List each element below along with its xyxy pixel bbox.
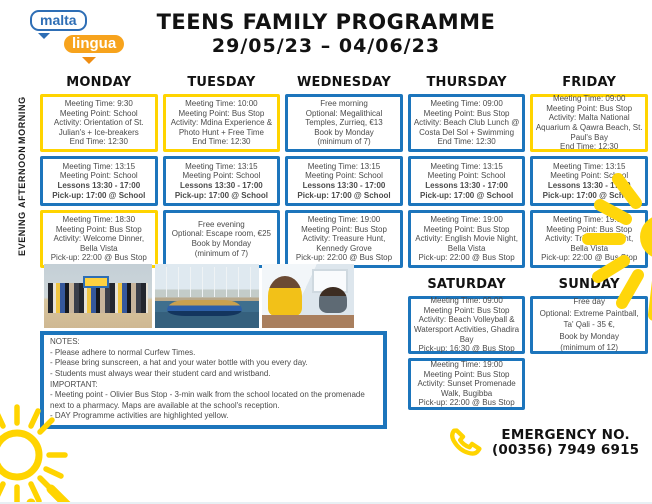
cell-wednesday-afternoon	[285, 156, 403, 206]
phone-icon	[445, 422, 488, 465]
title-line2: 29/05/23 – 04/06/23	[211, 35, 441, 57]
emergency-text	[492, 428, 639, 458]
day-header-sunday: SUNDAY	[558, 277, 620, 292]
cell-line: Meeting Time: 13:15	[430, 161, 503, 171]
cell-line: End Time: 12:30	[560, 142, 619, 152]
cell-thursday-morning	[408, 94, 526, 152]
cell-line: Meeting Point: Bus Stop	[423, 108, 510, 118]
cell-tuesday-afternoon	[163, 156, 281, 206]
cell-line: End Time: 12:30	[69, 137, 128, 147]
day-header-saturday: SATURDAY	[427, 277, 506, 292]
row-label-afternoon: AFTERNOON	[17, 145, 27, 209]
cell-thursday-afternoon	[408, 156, 526, 206]
emergency-label: EMERGENCY NO.	[501, 427, 630, 444]
cell-line: Pick-up: 22:00 @ Bus Stop	[295, 253, 393, 263]
cell-line: Book by Monday	[559, 331, 619, 341]
cell-line: Ta' Qali - 35 €,	[563, 320, 615, 330]
cell-line: Optional: Escape room, €25	[171, 229, 271, 239]
cell-thursday-evening	[408, 210, 526, 268]
cell-line: Meeting Point: Bus Stop	[55, 224, 142, 234]
note-line: IMPORTANT:	[50, 379, 98, 389]
cell-friday-evening	[530, 210, 648, 268]
cell-line: Lessons 13:30 - 17:00	[425, 181, 508, 190]
cell-line: Lessons 13:30 - 17:00	[180, 181, 263, 190]
cell-line: Lessons 13:30 - 17:00	[57, 181, 141, 190]
cell-line: Activity: Beach Volleyball & Watersport Activities, Ghadira Bay	[414, 315, 520, 344]
cell-line: Meeting Time: 09:00	[430, 99, 503, 109]
cell-line: Meeting Time: 19:00	[307, 215, 381, 225]
cell-line: Meeting Point: Bus Stop	[178, 108, 265, 118]
emergency-phone: (00356) 7949 6915	[492, 442, 640, 458]
cell-saturday-2	[408, 358, 526, 410]
cell-monday-morning	[40, 94, 158, 152]
cell-line: Optional: Extreme Paintball,	[539, 308, 639, 318]
cell-line: Meeting Point: School	[305, 171, 383, 181]
cell-sunday-1	[530, 296, 648, 354]
cell-line: Meeting Time: 09:00	[552, 94, 626, 104]
cell-line: (minimum of 7)	[194, 248, 249, 258]
cell-line: Pick-up: 22:00 @ Bus Stop	[418, 398, 515, 408]
cell-line: Meeting Point: Bus Stop	[423, 305, 510, 315]
title-line1: TEENS FAMILY PROGRAMME	[156, 10, 496, 34]
cell-line: Activity: Sunset Promenade Walk, Bugibba	[417, 379, 516, 398]
cell-line: Meeting Point: Bus Stop	[546, 224, 633, 234]
logo-malta-bubble: malta	[30, 10, 87, 31]
cell-line: Pick-up: 17:00 @ School	[420, 190, 514, 200]
cell-line: Meeting Time: 13:15	[62, 161, 136, 171]
logo-lingua-bubble: lingua	[64, 35, 124, 53]
cell-line: Pick-up: 22:00 @ Bus Stop	[541, 253, 638, 263]
cell-line: Free evening	[198, 219, 245, 229]
note-line: - Please adhere to normal Curfew Times.	[50, 347, 196, 357]
day-header-wednesday: WEDNESDAY	[297, 75, 391, 90]
cell-line: Meeting Time: 13:15	[307, 161, 381, 171]
cell-line: Activity: Trivia Fun Night, Bella Vista	[545, 234, 634, 253]
cell-tuesday-morning	[163, 94, 281, 152]
row-label-evening: EVENING	[17, 211, 27, 257]
cell-line: Meeting Point: Bus Stop	[423, 224, 510, 234]
cell-line: Activity: Orientation of St. Julian's + Ice-breakers	[53, 118, 144, 137]
day-header-tuesday: TUESDAY	[187, 75, 256, 90]
day-header-thursday: THURSDAY	[426, 75, 507, 90]
cell-friday-afternoon	[530, 156, 648, 206]
cell-line: Meeting Time: 13:15	[552, 161, 626, 171]
cell-monday-evening	[40, 210, 158, 268]
cell-line: Meeting Point: School	[550, 171, 629, 181]
cell-line: Meeting Time: 19:00	[552, 215, 626, 225]
cell-line: Pick-up: 16:30 @ Bus Stop	[418, 344, 515, 354]
cell-line: Activity: English Movie Night, Bella Vista	[415, 234, 518, 253]
cell-line: Free day	[573, 297, 605, 307]
cell-line: Meeting Time: 19:00	[430, 215, 503, 225]
cell-friday-morning	[530, 94, 648, 152]
note-line: - DAY Programme activities are highlighted yellow.	[50, 411, 229, 421]
day-header-monday: MONDAY	[66, 75, 132, 90]
cell-line: Pick-up: 17:00 @ School	[52, 190, 146, 200]
cell-line: Meeting Point: School	[182, 171, 261, 181]
logo-bubble-tail	[82, 57, 96, 71]
note-line: NOTES:	[50, 337, 80, 346]
cell-line: Optional: Megalithical Temples, Zurrieq, €13	[305, 108, 383, 128]
cell-line: Activity: Beach Club Lunch @ Costa Del Sol + Swimming	[413, 118, 520, 137]
cell-line: Activity: Mdina Experience & Photo Hunt + Free Time	[170, 118, 273, 137]
cell-line: Meeting Time: 18:30	[62, 215, 136, 225]
cell-line: Meeting Time: 9:30	[64, 99, 133, 109]
cell-line: Meeting Point: Bus Stop	[423, 369, 510, 379]
cell-line: Meeting Point: Bus Stop	[301, 224, 387, 234]
cell-line: Activity: Welcome Dinner, Bella Vista	[53, 234, 145, 253]
cell-monday-afternoon	[40, 156, 158, 206]
cell-line: Book by Monday	[191, 239, 252, 248]
page-title	[0, 10, 652, 57]
cell-line: Pick-up: 17:00 @ School	[297, 190, 391, 200]
cell-line: Free morning	[320, 99, 368, 109]
cell-line: Meeting Point: School	[427, 171, 506, 181]
notes-box	[40, 331, 387, 429]
note-line: - Meeting point - Olivier Bus Stop - 3-min walk from the school located on the promenade next to a pharmacy. Maps are available at the school's reception.	[50, 390, 365, 410]
emergency-block	[447, 424, 639, 462]
cell-wednesday-morning	[285, 94, 403, 152]
cell-line: (minimum of 7)	[317, 137, 371, 147]
week-grid	[40, 72, 648, 268]
cell-line: Meeting Point: Bus Stop	[546, 103, 633, 113]
cell-line: Pick-up: 22:00 @ Bus Stop	[50, 253, 147, 263]
cell-line: Meeting Time: 10:00	[185, 99, 258, 109]
cell-line: Meeting Time: 09:00	[430, 296, 503, 306]
cell-line: Book by Monday	[314, 127, 374, 137]
note-line: - Students must always wear their student card and wristband.	[50, 368, 271, 378]
cell-line: (minimum of 12)	[560, 343, 619, 353]
row-label-morning: MORNING	[17, 96, 27, 144]
cell-line: Activity: Treasure Hunt, Kennedy Grove	[302, 234, 386, 253]
cell-line: Pick-up: 17:00 @ School	[174, 190, 268, 200]
cell-wednesday-evening	[285, 210, 403, 268]
day-header-friday: FRIDAY	[562, 75, 617, 90]
cell-line: Pick-up: 22:00 @ Bus Stop	[418, 253, 515, 263]
cell-line: End Time: 12:30	[437, 137, 496, 147]
cell-line: Meeting Point: School	[59, 171, 138, 181]
cell-line: Lessons 13:30 - 17:00	[302, 181, 386, 190]
cell-line: Lessons 13:30 - 17:00	[547, 181, 631, 190]
cell-line: Activity: Malta National Aquarium & Qawra Beach, St. Paul's Bay	[535, 113, 643, 142]
cell-saturday-1	[408, 296, 526, 354]
cell-tuesday-evening	[163, 210, 281, 268]
cell-line: Meeting Point: School	[59, 108, 138, 118]
cell-line: Meeting Time: 19:00	[430, 360, 503, 370]
note-line: - Please bring sunscreen, a hat and your water bottle with you every day.	[50, 358, 308, 368]
cell-line: Meeting Time: 13:15	[185, 161, 258, 171]
cell-line: Pick-up: 17:00 @ School	[542, 190, 636, 200]
cell-line: End Time: 12:30	[192, 137, 251, 147]
